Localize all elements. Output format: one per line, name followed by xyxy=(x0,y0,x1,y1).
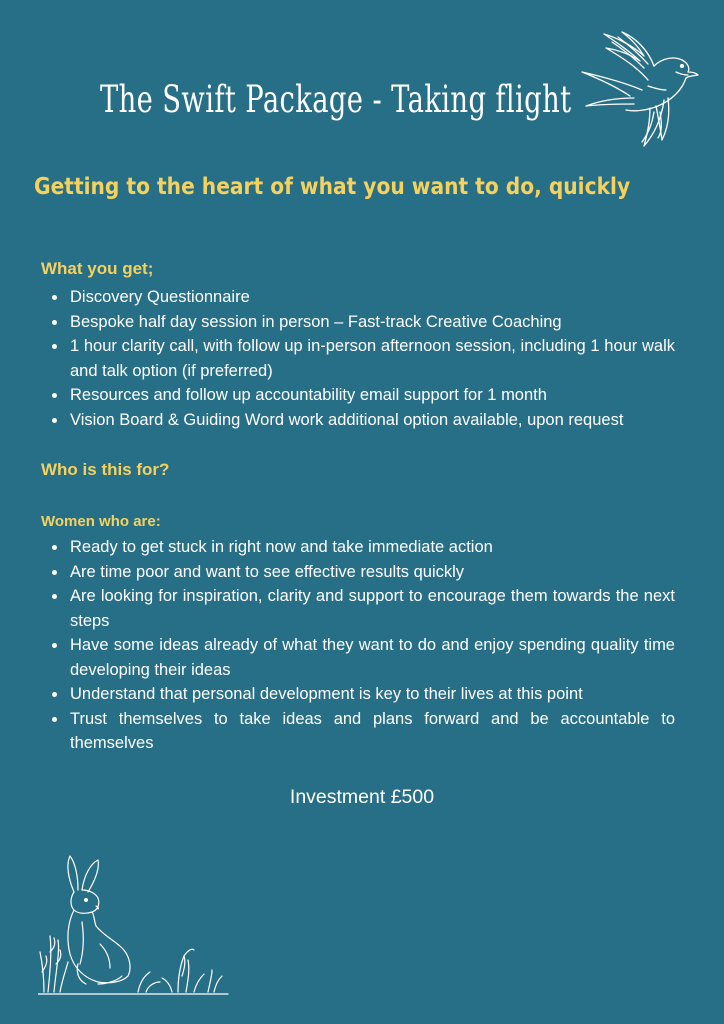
list-item: 1 hour clarity call, with follow up in-person afternoon session, including 1 hour walk and talk option (if preferred) xyxy=(70,334,675,383)
what-you-get-list xyxy=(70,285,675,432)
swift-bird-icon xyxy=(578,28,703,150)
who-for-heading: Who is this for? xyxy=(41,460,170,479)
list-item: Resources and follow up accountability email support for 1 month xyxy=(70,383,675,408)
list-item: Trust themselves to take ideas and plans forward and be accountable to themselves xyxy=(70,707,675,756)
subtitle: Getting to the heart of what you want to do, quickly xyxy=(34,172,631,200)
who-for-list xyxy=(70,535,675,756)
list-item: Discovery Questionnaire xyxy=(70,285,675,310)
list-item: Understand that personal development is key to their lives at this point xyxy=(70,682,675,707)
list-item: Are time poor and want to see effective results quickly xyxy=(70,560,675,585)
page-title: The Swift Package - Taking flight xyxy=(100,78,572,121)
hare-icon xyxy=(38,852,230,996)
list-item: Are looking for inspiration, clarity and support to encourage them towards the next steps xyxy=(70,584,675,633)
who-for-subheading: Women who are: xyxy=(41,513,161,530)
list-item: Ready to get stuck in right now and take immediate action xyxy=(70,535,675,560)
what-you-get-heading: What you get; xyxy=(41,259,154,278)
list-item: Vision Board & Guiding Word work additional option available, upon request xyxy=(70,408,675,433)
list-item: Bespoke half day session in person – Fast-track Creative Coaching xyxy=(70,310,675,335)
investment-price: Investment £500 xyxy=(289,786,435,808)
list-item: Have some ideas already of what they want to do and enjoy spending quality time developing their ideas xyxy=(70,633,675,682)
